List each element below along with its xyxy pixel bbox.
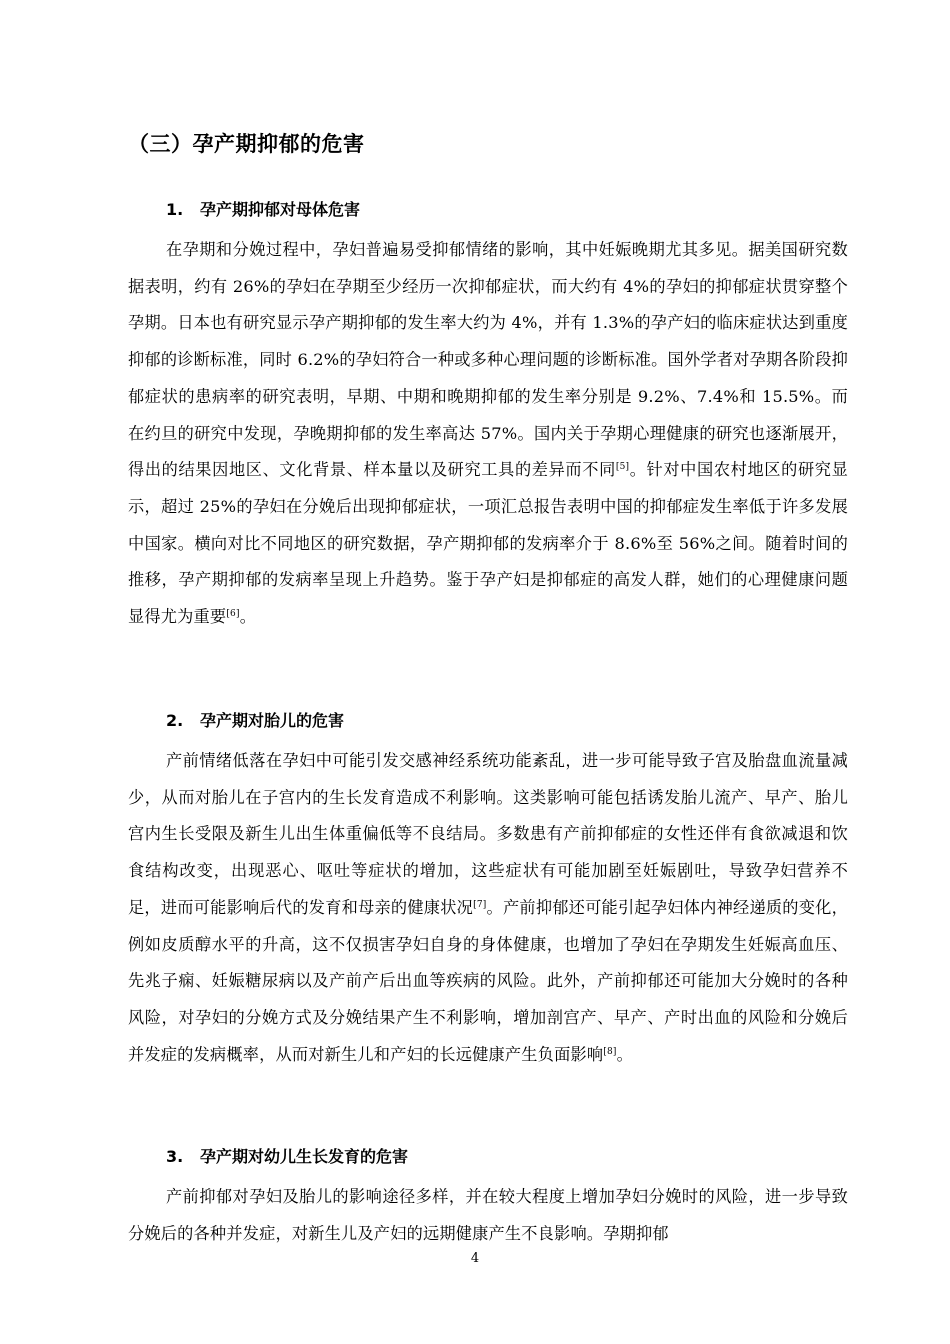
paragraph-text: 。 bbox=[239, 607, 257, 627]
citation: [5] bbox=[615, 462, 630, 473]
paragraph-maternal-harm bbox=[128, 232, 848, 636]
paragraph-text: 。产前抑郁还可能引起孕妇体内神经递质的变化，例如皮质醇水平的升高，这不仅损害孕妇自身的身体健康，也增加了孕妇在孕期发生妊娠高血压、先兆子痫、妊娠糖尿病以及产前产后出血等疾病的风险。此外，产前抑郁还可能加大分娩时的各种风险，对孕妇的分娩方式及分娩结果产生不利影响，增加剖宫产、早产、产时出血的风险和分娩后并发症的发病概率，从而对新生儿和产妇的长远健康产生负面影响 bbox=[128, 897, 848, 1064]
subsection-number: 2. bbox=[166, 711, 184, 730]
paragraph-text: 产前抑郁对孕妇及胎儿的影响途径多样，并在较大程度上增加孕妇分娩时的风险，进一步导致分娩后的各种并发症，对新生儿及产妇的远期健康产生不良影响。孕期抑郁 bbox=[128, 1187, 848, 1243]
subsection-heading-2 bbox=[166, 708, 344, 731]
citation: [6] bbox=[226, 609, 240, 620]
citation: [7] bbox=[473, 899, 487, 910]
paragraph-text: 。 bbox=[616, 1044, 633, 1064]
subsection-title: 孕产期抑郁对母体危害 bbox=[200, 200, 361, 219]
citation: [8] bbox=[603, 1046, 617, 1057]
paragraph-child-development-harm bbox=[128, 1179, 848, 1252]
subsection-title: 孕产期对胎儿的危害 bbox=[200, 711, 345, 730]
subsection-title: 孕产期对幼儿生长发育的危害 bbox=[200, 1147, 409, 1166]
subsection-number: 3. bbox=[166, 1147, 184, 1166]
subsection-heading-1 bbox=[166, 197, 360, 220]
page-number: 4 bbox=[470, 1251, 480, 1266]
subsection-number: 1. bbox=[166, 200, 184, 219]
subsection-heading-3 bbox=[166, 1144, 408, 1167]
paragraph-fetal-harm bbox=[128, 743, 848, 1073]
paragraph-text: 在孕期和分娩过程中，孕妇普遍易受抑郁情绪的影响，其中妊娠晚期尤其多见。据美国研究数据表明，约有 26%的孕妇在孕期至少经历一次抑郁症状，而大约有 4%的孕妇的抑郁症状贯穿整个孕期。日本也有研究显示孕产期抑郁的发生率大约为 4%，并有 1.3%的孕产妇的临床症状达到重度抑郁的诊断标准，同时 6.2%的孕妇符合一种或多种心理问题的诊断标准。国外学者对孕期各阶段抑郁症状的患病率的研究表明，早期、中期和晚期抑郁的发生率分别是 9.2%、7.4%和 15.5%。而在约旦的研究中发现，孕晚期抑郁的发生率高达 57%。国内关于孕期心理健康的研究也逐渐展开，得出的结果因地区、文化背景、样本量以及研究工具的差异而不同 bbox=[128, 240, 848, 480]
paragraph-text: 产前情绪低落在孕妇中可能引发交感神经系统功能紊乱，进一步可能导致子宫及胎盘血流量减少，从而对胎儿在子宫内的生长发育造成不利影响。这类影响可能包括诱发胎儿流产、早产、胎儿宫内生长受限及新生儿出生体重偏低等不良结局。多数患有产前抑郁症的女性还伴有食欲减退和饮食结构改变，出现恶心、呕吐等症状的增加，这些症状有可能加剧至妊娠剧吐，导致孕妇营养不足，进而可能影响后代的发育和母亲的健康状况 bbox=[128, 751, 848, 917]
paragraph-text: 。针对中国农村地区的研究显示，超过 25%的孕妇在分娩后出现抑郁症状，一项汇总报告表明中国的抑郁症发生率低于许多发展中国家。横向对比不同地区的研究数据，孕产期抑郁的发病率介于 8.6%至 56%之间。随着时间的推移，孕产期抑郁的发病率呈现上升趋势。鉴于孕产妇是抑郁症的高发人群，她们的心理健康问题显得尤为重要 bbox=[128, 460, 848, 627]
section-title: （三）孕产期抑郁的危害 bbox=[128, 132, 365, 156]
